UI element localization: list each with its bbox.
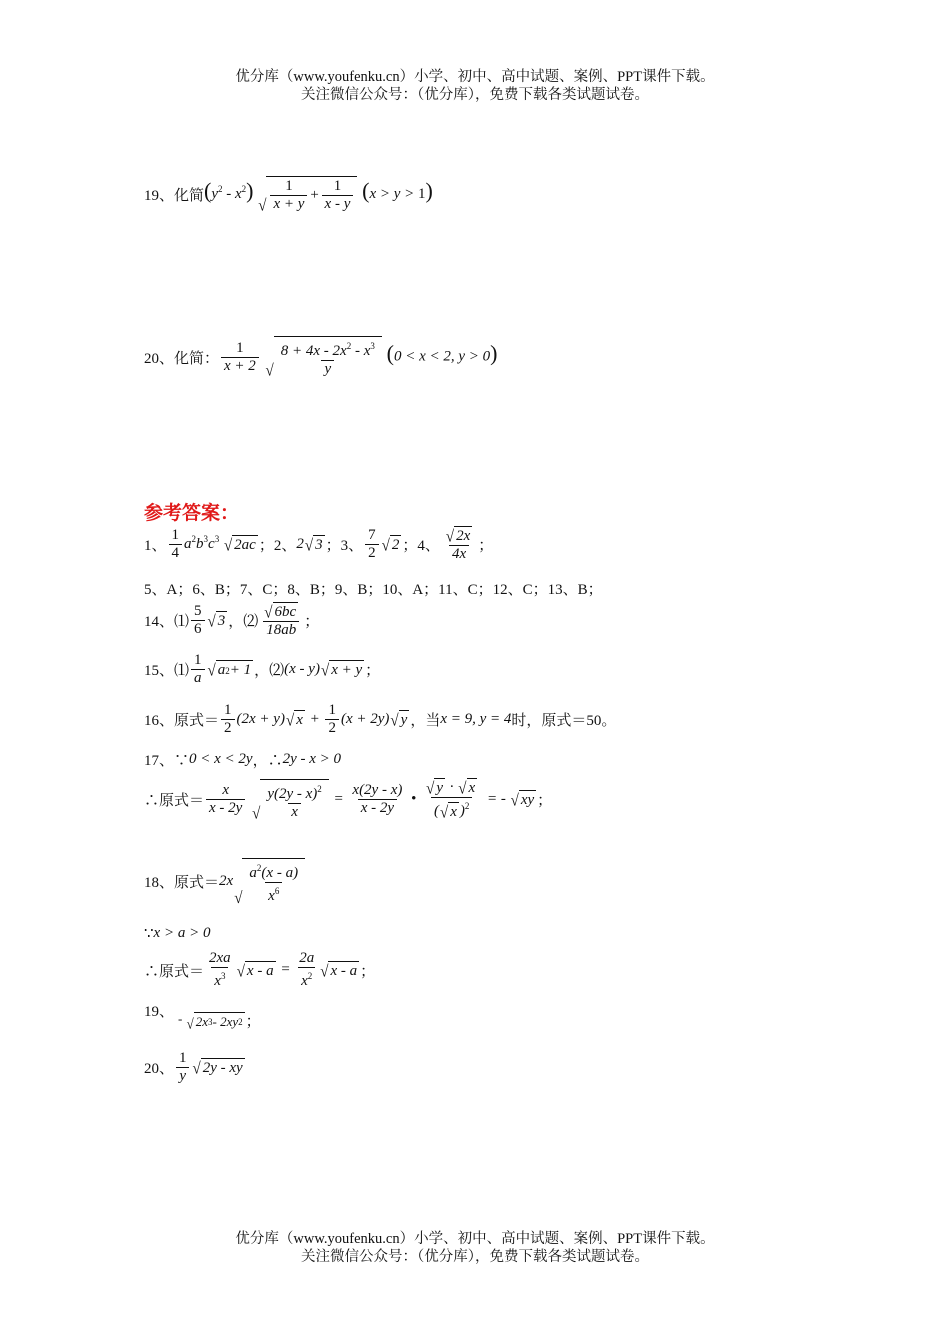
a14-part1-label: ⑴ (174, 614, 190, 630)
a14-part2-formula: √ 6bc 18ab (258, 602, 304, 639)
a17-end: ； (537, 793, 553, 810)
a4-end: ； (478, 538, 494, 554)
q20-formula: $\frac{1}{x + 2}$ √ $\frac{8 + 4x - 2x^2 - x^3}{y}$ (0 < x < 2, y > 0) (219, 336, 497, 378)
a17-orig-label: ∴原式＝ (144, 793, 205, 810)
a20-label: 20、 (144, 1061, 175, 1077)
a18-end: ； (360, 963, 376, 980)
a18-because: ∵ (144, 926, 154, 942)
answers-1-4 (144, 526, 493, 563)
header-line-1: 优分库（www.youfenku.cn）小学、初中、高中试题、案例、PPT课件下载。 (235, 69, 715, 85)
answer-14 (144, 602, 319, 639)
footer-line-1: 优分库（www.youfenku.cn）小学、初中、高中试题、案例、PPT课件下载。 (235, 1231, 715, 1247)
a1-formula: $\frac{1}{4}$ $a^2b^3c^3$ √ 2ac (167, 527, 259, 562)
a14-end: ； (304, 614, 320, 630)
a4-label: ；4、 (402, 538, 440, 554)
a17-therefore: ，∴ (252, 753, 283, 769)
page-header (0, 68, 950, 104)
a15-label: 15、 (144, 663, 175, 679)
a2-label: ；2、 (258, 538, 297, 554)
a16-when: ，当 (410, 713, 441, 729)
answer-18-condition (144, 924, 210, 943)
a20-formula: $\frac{1}{y}$ √ 2y - xy (174, 1050, 246, 1085)
a19-end: ； (245, 1014, 261, 1030)
a16-condition: x = 9, y = 4 (440, 711, 512, 727)
question-20 (144, 336, 498, 381)
answer-15 (144, 652, 380, 687)
answer-18-derivation (144, 950, 375, 990)
answers-title: 参考答案： (144, 502, 240, 524)
footer-line-2: 关注微信公众号：（优分库），免费下载各类试题试卷。 (301, 1249, 649, 1265)
header-line-2: 关注微信公众号：（优分库），免费下载各类试题试卷。 (301, 87, 649, 103)
a14-part2-label: ，⑵ (228, 614, 259, 630)
a17-formula: $\frac{x}{x - 2y}$ √ $\frac{y(2y - x)^2}{x}$ = $\frac{x(2y - x)}{x - 2y}$ • √ y · √ x ( √ x )$^2$ = - √ xy (204, 778, 537, 821)
answers-5-13: 5、A；6、B；7、C；8、B；9、B；10、A；11、C；12、C；13、B； (144, 582, 603, 598)
a15-part1-formula: $\frac{1}{a}$ √ a 2 + 1 (189, 652, 254, 687)
answer-19-formula-line (178, 1010, 261, 1031)
q19-formula: $(y^2 - x^2)$ √ $\frac{1}{x + y}$ + $\frac{1}{x - y}$ (x > y > 1) (204, 177, 433, 215)
a18-result-formula: $\frac{2xa}{x^3}$ √ x - a = $\frac{2a}{x^2}$ √ x - a (209, 950, 358, 989)
a4-formula: √ 2x 4x (445, 528, 471, 562)
a16-formula: $\frac{1}{2}$ (2x + y) √ x + $\frac{1}{2}$ (x + 2y) √ y (219, 702, 410, 737)
a19-label: 19、 (144, 1004, 175, 1020)
a17-condition-2: 2y - x > 0 (282, 751, 342, 767)
a14-part1-formula: $\frac{5}{6}$ √ 3 (189, 603, 228, 638)
answer-18 (144, 858, 306, 908)
answer-20 (144, 1050, 246, 1085)
page-footer (0, 1230, 950, 1266)
a19-formula: - √ 2x 3 - 2xy 2 (178, 1011, 243, 1032)
a15-end: ； (365, 663, 381, 679)
a18-label: 18、原式＝ (144, 875, 220, 891)
a14-label: 14、 (144, 614, 175, 630)
a2-formula: 2 √ 3 (296, 535, 323, 555)
q19-label: 19、化简 (144, 188, 205, 204)
a17-condition-1: 0 < x < 2y (189, 751, 253, 767)
a3-label: ；3、 (325, 538, 364, 554)
a17-label: 17、∵ (144, 753, 190, 769)
answer-17-derivation (144, 778, 552, 821)
a15-part1-label: ⑴ (174, 663, 190, 679)
a3-formula: $\frac{7}{2}$ √ 2 (363, 527, 402, 562)
q20-label: 20、化简： (144, 350, 220, 367)
a18-condition: x > a > 0 (153, 925, 211, 941)
answer-16 (144, 702, 616, 737)
a18-orig-label: ∴原式＝ (144, 963, 205, 980)
a15-part2-label: ，⑵ (254, 663, 285, 679)
a15-part2-formula: (x - y) √ x + y (284, 660, 363, 680)
answer-17 (144, 749, 341, 770)
a16-result: 时，原式＝50。 (511, 713, 617, 729)
answer-19 (144, 1000, 174, 1021)
a18-formula: 2x √ $\frac{a^2(x - a)}{x^6}$ (219, 858, 306, 905)
question-19 (144, 176, 433, 213)
a1-label: 1、 (144, 538, 167, 554)
a16-label: 16、原式＝ (144, 713, 220, 729)
